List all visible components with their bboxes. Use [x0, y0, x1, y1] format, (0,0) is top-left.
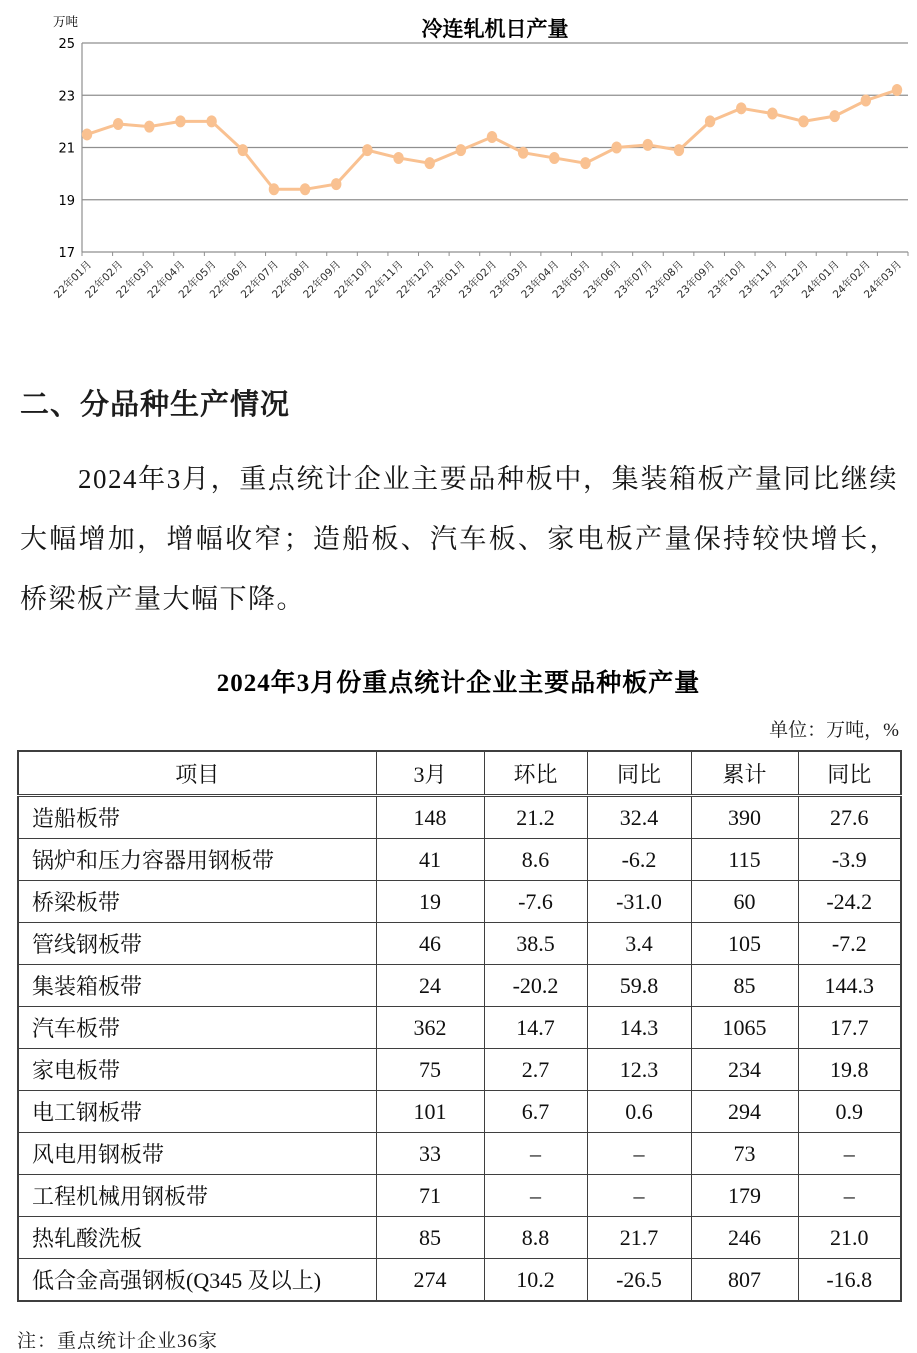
x-tick-label: 23年10月: [706, 258, 749, 301]
y-tick-label: 23: [58, 89, 75, 105]
value-cell: 274: [376, 1259, 484, 1302]
table-row: [18, 923, 901, 965]
x-tick-label: 22年11月: [363, 258, 406, 301]
x-tick-label: 23年01月: [425, 258, 468, 301]
data-point-marker: [144, 121, 154, 133]
item-name-cell: 电工钢板带: [18, 1091, 376, 1133]
value-cell: 179: [691, 1175, 798, 1217]
data-point-marker: [393, 152, 403, 164]
value-cell: 2.7: [484, 1049, 587, 1091]
value-cell: 59.8: [587, 965, 691, 1007]
x-tick-label: 23年12月: [768, 258, 811, 301]
value-cell: 8.8: [484, 1217, 587, 1259]
data-point-marker: [424, 157, 434, 169]
x-tick-label: 22年03月: [114, 258, 157, 301]
value-cell: –: [798, 1133, 901, 1175]
data-point-marker: [238, 144, 248, 156]
value-cell: -16.8: [798, 1259, 901, 1302]
value-cell: -6.2: [587, 839, 691, 881]
value-cell: 73: [691, 1133, 798, 1175]
value-cell: 21.7: [587, 1217, 691, 1259]
value-cell: -26.5: [587, 1259, 691, 1302]
value-cell: 85: [376, 1217, 484, 1259]
value-cell: –: [484, 1133, 587, 1175]
value-cell: 115: [691, 839, 798, 881]
value-cell: -7.2: [798, 923, 901, 965]
value-cell: 19.8: [798, 1049, 901, 1091]
value-cell: 6.7: [484, 1091, 587, 1133]
chart-title: 冷连轧机日产量: [421, 17, 569, 41]
value-cell: 807: [691, 1259, 798, 1302]
data-point-marker: [362, 144, 372, 156]
value-cell: –: [587, 1133, 691, 1175]
data-point-marker: [518, 147, 528, 159]
item-name-cell: 风电用钢板带: [18, 1133, 376, 1175]
x-tick-label: 22年12月: [394, 258, 437, 301]
value-cell: 294: [691, 1091, 798, 1133]
table-row: [18, 1217, 901, 1259]
item-name-cell: 桥梁板带: [18, 881, 376, 923]
x-tick-label: 22年07月: [238, 258, 282, 301]
table-row: [18, 1007, 901, 1049]
data-point-marker: [487, 131, 497, 143]
value-cell: 148: [376, 796, 484, 839]
value-cell: 27.6: [798, 796, 901, 839]
x-tick-label: 22年08月: [269, 258, 313, 301]
x-tick-label: 22年10月: [332, 258, 375, 301]
data-point-marker: [206, 115, 216, 127]
column-header: 同比: [587, 751, 691, 796]
data-point-marker: [861, 94, 871, 106]
value-cell: 41: [376, 839, 484, 881]
x-tick-label: 23年04月: [519, 258, 562, 301]
x-tick-label: 24年01月: [799, 258, 842, 301]
data-point-marker: [705, 115, 715, 127]
column-header: 同比: [798, 751, 901, 796]
data-point-marker: [767, 108, 777, 120]
table-row: [18, 1049, 901, 1091]
unit-note: 单位：万吨，%: [769, 720, 899, 741]
data-point-marker: [549, 152, 559, 164]
data-point-marker: [456, 144, 466, 156]
table-header-row: [18, 751, 901, 796]
x-tick-label: 22年09月: [301, 258, 344, 301]
table-row: [18, 1175, 901, 1217]
data-point-marker: [580, 157, 590, 169]
value-cell: 234: [691, 1049, 798, 1091]
x-tick-label: 22年04月: [145, 258, 188, 301]
value-cell: 10.2: [484, 1259, 587, 1302]
item-name-cell: 家电板带: [18, 1049, 376, 1091]
value-cell: 33: [376, 1133, 484, 1175]
x-tick-label: 23年08月: [643, 258, 687, 301]
value-cell: 46: [376, 923, 484, 965]
x-tick-label: 23年06月: [581, 258, 624, 301]
value-cell: 24: [376, 965, 484, 1007]
value-cell: 19: [376, 881, 484, 923]
value-cell: 21.2: [484, 796, 587, 839]
value-cell: -20.2: [484, 965, 587, 1007]
value-cell: 0.9: [798, 1091, 901, 1133]
y-tick-label: 19: [58, 193, 75, 209]
value-cell: 246: [691, 1217, 798, 1259]
line-chart-svg: [0, 0, 917, 308]
value-cell: -31.0: [587, 881, 691, 923]
footnote: 注：重点统计企业36家: [17, 1331, 219, 1352]
y-axis-unit-label: 万吨: [52, 14, 78, 29]
value-cell: 14.3: [587, 1007, 691, 1049]
data-point-marker: [611, 142, 621, 154]
section-paragraph: 2024年3月，重点统计企业主要品种板中，集装箱板产量同比继续大幅增加，增幅收窄；造船板、汽车板、家电板产量保持较快增长，桥梁板产量大幅下降。: [20, 464, 898, 614]
y-tick-label: 21: [58, 141, 75, 157]
data-point-marker: [829, 110, 839, 122]
value-cell: 105: [691, 923, 798, 965]
value-cell: 60: [691, 881, 798, 923]
data-point-marker: [798, 115, 808, 127]
x-tick-label: 22年02月: [83, 258, 126, 301]
x-tick-label: 22年05月: [176, 258, 219, 301]
table-row: [18, 1259, 901, 1302]
x-tick-label: 23年11月: [737, 258, 780, 301]
value-cell: –: [484, 1175, 587, 1217]
column-header: 3月: [376, 751, 484, 796]
x-tick-label: 23年09月: [674, 258, 718, 301]
x-tick-label: 23年05月: [550, 258, 593, 301]
value-cell: 85: [691, 965, 798, 1007]
data-point-marker: [82, 128, 92, 140]
column-header: 环比: [484, 751, 587, 796]
daily-output-chart: [0, 0, 917, 308]
value-cell: –: [587, 1175, 691, 1217]
table-row: [18, 839, 901, 881]
item-name-cell: 热轧酸洗板: [18, 1217, 376, 1259]
x-tick-label: 22年06月: [207, 258, 250, 301]
data-point-marker: [643, 139, 653, 151]
table-row: [18, 1133, 901, 1175]
x-tick-label: 24年03月: [861, 258, 905, 301]
x-tick-label: 23年02月: [456, 258, 500, 301]
value-cell: 362: [376, 1007, 484, 1049]
item-name-cell: 锅炉和压力容器用钢板带: [18, 839, 376, 881]
data-point-marker: [331, 178, 341, 190]
value-cell: 8.6: [484, 839, 587, 881]
value-cell: 38.5: [484, 923, 587, 965]
x-tick-label: 23年07月: [612, 258, 655, 301]
column-header: 项目: [18, 751, 376, 796]
item-name-cell: 管线钢板带: [18, 923, 376, 965]
item-name-cell: 集装箱板带: [18, 965, 376, 1007]
value-cell: 71: [376, 1175, 484, 1217]
value-cell: 12.3: [587, 1049, 691, 1091]
value-cell: 17.7: [798, 1007, 901, 1049]
value-cell: 101: [376, 1091, 484, 1133]
x-tick-label: 24年02月: [830, 258, 873, 301]
value-cell: -24.2: [798, 881, 901, 923]
section-heading: 二、分品种生产情况: [20, 389, 291, 421]
x-tick-label: 22年01月: [51, 258, 95, 301]
value-cell: -7.6: [484, 881, 587, 923]
table-row: [18, 796, 901, 839]
value-cell: 1065: [691, 1007, 798, 1049]
table-title: 2024年3月份重点统计企业主要品种板产量: [216, 670, 701, 697]
value-cell: -3.9: [798, 839, 901, 881]
value-cell: 14.7: [484, 1007, 587, 1049]
item-name-cell: 工程机械用钢板带: [18, 1175, 376, 1217]
item-name-cell: 汽车板带: [18, 1007, 376, 1049]
item-name-cell: 低合金高强钢板(Q345 及以上): [18, 1259, 376, 1302]
data-point-marker: [674, 144, 684, 156]
item-name-cell: 造船板带: [18, 796, 376, 839]
value-cell: 390: [691, 796, 798, 839]
table-row: [18, 1091, 901, 1133]
table-row: [18, 881, 901, 923]
column-header: 累计: [691, 751, 798, 796]
value-cell: 21.0: [798, 1217, 901, 1259]
variety-production-table: [17, 750, 902, 1302]
value-cell: 3.4: [587, 923, 691, 965]
value-cell: 144.3: [798, 965, 901, 1007]
data-point-marker: [300, 183, 310, 195]
data-point-marker: [175, 115, 185, 127]
data-point-marker: [269, 183, 279, 195]
y-tick-label: 17: [58, 246, 75, 261]
value-cell: 75: [376, 1049, 484, 1091]
x-tick-label: 23年03月: [488, 258, 531, 301]
data-point-marker: [113, 118, 123, 130]
data-point-marker: [736, 102, 746, 114]
value-cell: 0.6: [587, 1091, 691, 1133]
data-point-marker: [892, 84, 902, 96]
value-cell: 32.4: [587, 796, 691, 839]
table-row: [18, 965, 901, 1007]
y-tick-label: 25: [58, 37, 75, 52]
value-cell: –: [798, 1175, 901, 1217]
